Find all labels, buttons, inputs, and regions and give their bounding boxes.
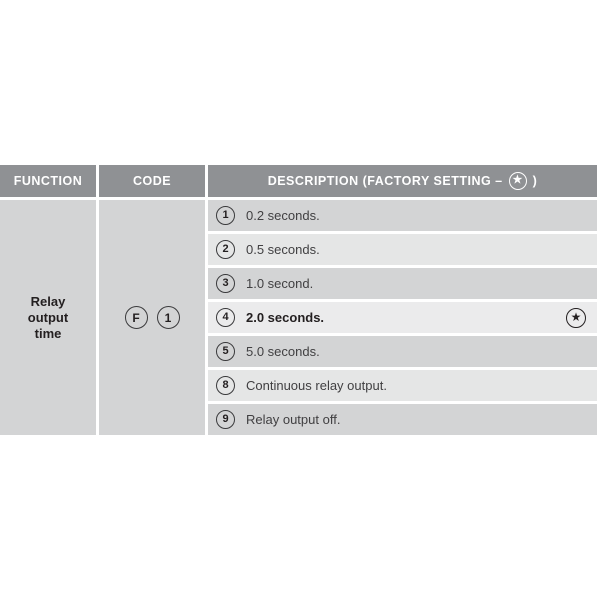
code-header-label: CODE [132, 174, 172, 188]
option-text: Relay output off. [246, 412, 341, 427]
option-number-badge: 3 [216, 274, 235, 293]
column-header-description [208, 165, 597, 197]
table-body [0, 200, 597, 435]
option-row-1 [208, 200, 597, 231]
table-header-row [0, 165, 597, 197]
code-cell [99, 200, 205, 435]
option-text: Continuous relay output. [246, 378, 387, 393]
option-row-5 [208, 336, 597, 367]
option-row-2 [208, 234, 597, 265]
option-text: 1.0 second. [246, 276, 314, 291]
option-text: 0.5 seconds. [246, 242, 320, 257]
function-settings-table [0, 165, 597, 435]
factory-setting-star-icon: ★ [566, 308, 586, 328]
option-number-badge: 4 [216, 308, 235, 327]
description-header-close-bracket: ) [532, 174, 538, 188]
function-cell [0, 200, 96, 435]
option-number-badge: 2 [216, 240, 235, 259]
function-header-label: FUNCTION [13, 174, 83, 188]
function-name: Relay output time [27, 293, 69, 341]
factory-setting-star-icon: ★ [509, 172, 527, 190]
option-number-badge: 8 [216, 376, 235, 395]
option-row-3 [208, 268, 597, 299]
option-number-badge: 5 [216, 342, 235, 361]
option-text: 5.0 seconds. [246, 344, 320, 359]
column-header-function [0, 165, 96, 197]
code-letter-badge: F [125, 306, 148, 329]
code-number-badge: 1 [157, 306, 180, 329]
option-row-4-factory-setting [208, 302, 597, 333]
option-text: 2.0 seconds. [246, 310, 325, 325]
option-number-badge: 9 [216, 410, 235, 429]
option-row-8 [208, 370, 597, 401]
option-row-9 [208, 404, 597, 435]
description-header-label: DESCRIPTION (FACTORY SETTING – [267, 174, 503, 188]
option-text: 0.2 seconds. [246, 208, 320, 223]
column-header-code [99, 165, 205, 197]
option-number-badge: 1 [216, 206, 235, 225]
description-rows [208, 200, 597, 435]
